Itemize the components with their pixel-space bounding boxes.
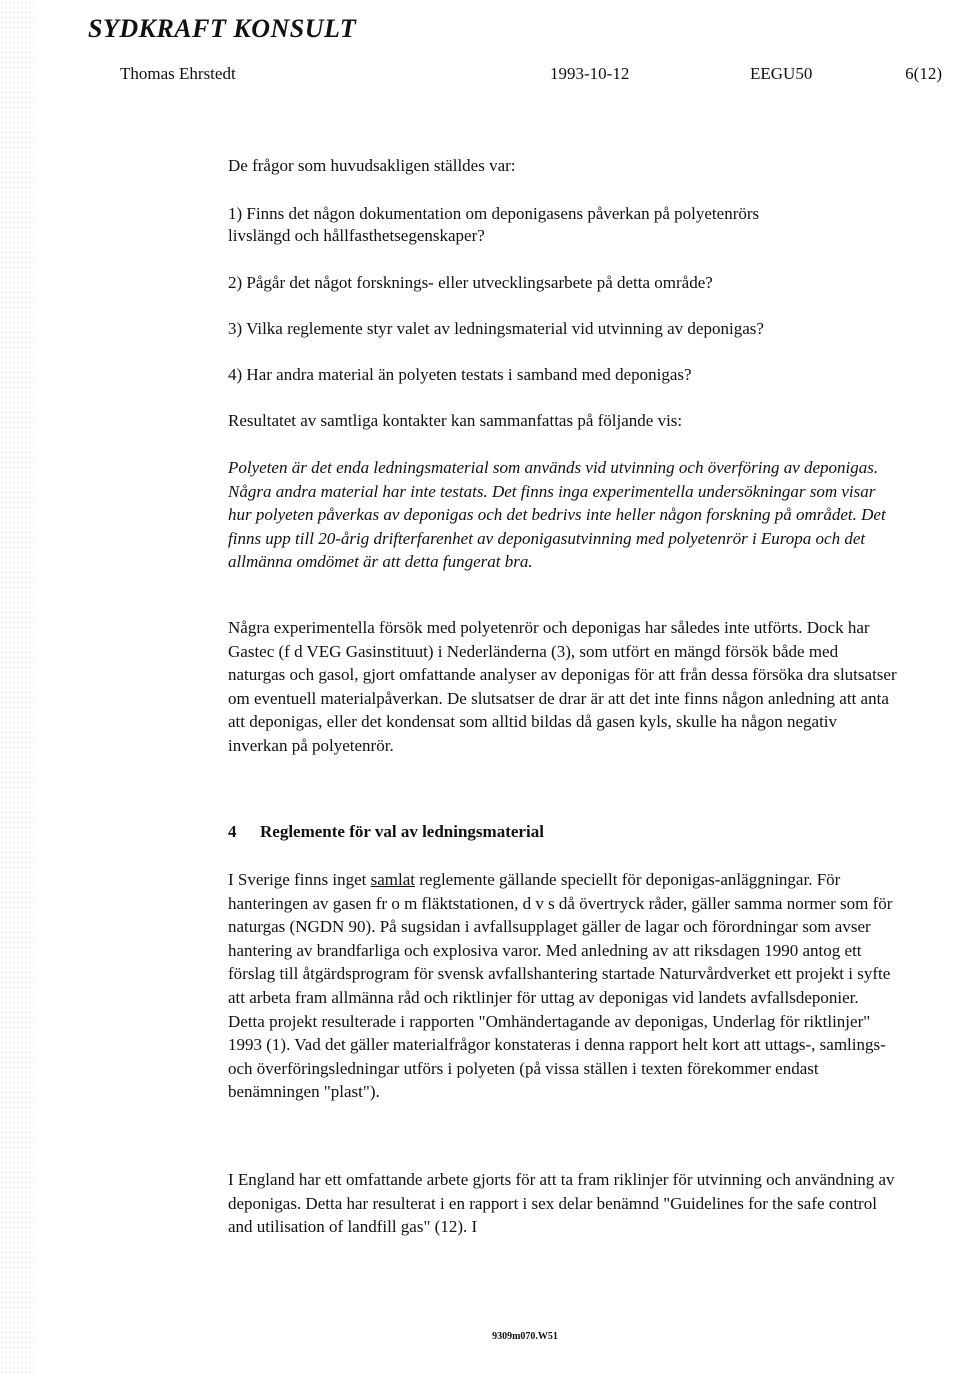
section-heading [228,822,544,842]
header-page-number: 6(12) [905,64,942,83]
section-paragraph-1-start: I Sverige finns inget [228,870,371,889]
paragraph-experiments: Några experimentella försök med polyetenrör och deponigas har således inte utförts. Dock har Gastec (f d VEG Gasinstituut) i Nederländerna (3), som utfört en mängd försök både med naturgas och gasol, gjort omfattande analyser av deponigas för att från dessa försöka dra slutsatser om eventuell materialpåverkan. De slutsatser de drar är att det inte finns någon anledning att anta att deponigas, eller det kondensat som alltid bildas då gasen kyls, skulle ha någon negativ inverkan på polyetenrör. [228,618,897,755]
question-1-line-1: 1) Finns det någon dokumentation om deponigasens påverkan på polyetenrörs [228,204,760,223]
footer-file-code: 9309m070.W51 [492,1331,558,1342]
italic-summary-block: Polyeten är det enda ledningsmaterial som används vid utvinning och överföring av deponigas. Några andra material har inte testats. Det finns inga experimentella undersökningar som visar hur polyeten påverkas av deponigas och det bedrivs inte heller någon forskning på området. Det finns upp till 20-årig drifterfarenhet av deponigasutvinning med polyetenrör i Europa och det allmänna omdömet är att detta fungerat bra. [228,458,886,572]
question-1-line-2: livslängd och hållfasthetsegenskaper? [228,226,485,245]
summary-sentence: Resultatet av samtliga kontakter kan sammanfattas på följande vis: [228,411,683,430]
section-paragraph-1-rest: reglemente gällande speciellt för deponigas-anläggningar. För hanteringen av gasen fr o m fläktstationen, d v s då övertryck råder, gäller samma normer som för naturgas (NGDN 90). På sugsidan i avfallsupplaget gäller de lagar och förordningar som avser hantering av brandfarliga och explosiva varor. Med anledning av att riksdagen 1990 antog ett förslag till åtgärdsprogram för svensk avfallshantering startade Naturvårdverket ett projekt i syfte att arbeta fram allmänna råd och riktlinjer för uttag av deponigas vid landets avfallsdeponier. Detta projekt resulterade i rapporten "Omhändertagande av deponigas, Underlag för riktlinjer" 1993 (1). Vad det gäller materialfrågor konstateras i denna rapport helt kort att uttags-, samlings- och överföringsledningar utförs i polyeten (på vissa ställen i texten förekommer endast benämningen "plast"). [228,870,893,1102]
section-paragraph-2: I England har ett omfattande arbete gjorts för att ta fram riklinjer för utvinning och användning av deponigas. Detta har resulterat i en rapport i sex delar benämnd "Guidelines for the safe control and utilisation of landfill gas" (12). I [228,1170,895,1237]
section-paragraph-1 [228,868,898,1104]
header-author: Thomas Ehrstedt [120,64,236,83]
underlined-word: samlat [370,870,415,889]
header-date: 1993-10-12 [550,64,630,83]
header-doc-code: EEGU50 [750,64,813,83]
scan-edge-noise [0,0,34,1375]
questions-intro: De frågor som huvudsakligen ställdes var: [228,156,516,175]
company-logo: SYDKRAFT KONSULT [88,14,357,43]
question-2: 2) Pågår det något forsknings- eller utvecklingsarbete på detta område? [228,273,713,292]
section-number: 4 [228,822,237,841]
section-title: Reglemente för val av ledningsmaterial [260,822,544,841]
question-4: 4) Har andra material än polyeten testats i samband med deponigas? [228,365,692,384]
question-3: 3) Vilka reglemente styr valet av ledningsmaterial vid utvinning av deponigas? [228,319,764,338]
